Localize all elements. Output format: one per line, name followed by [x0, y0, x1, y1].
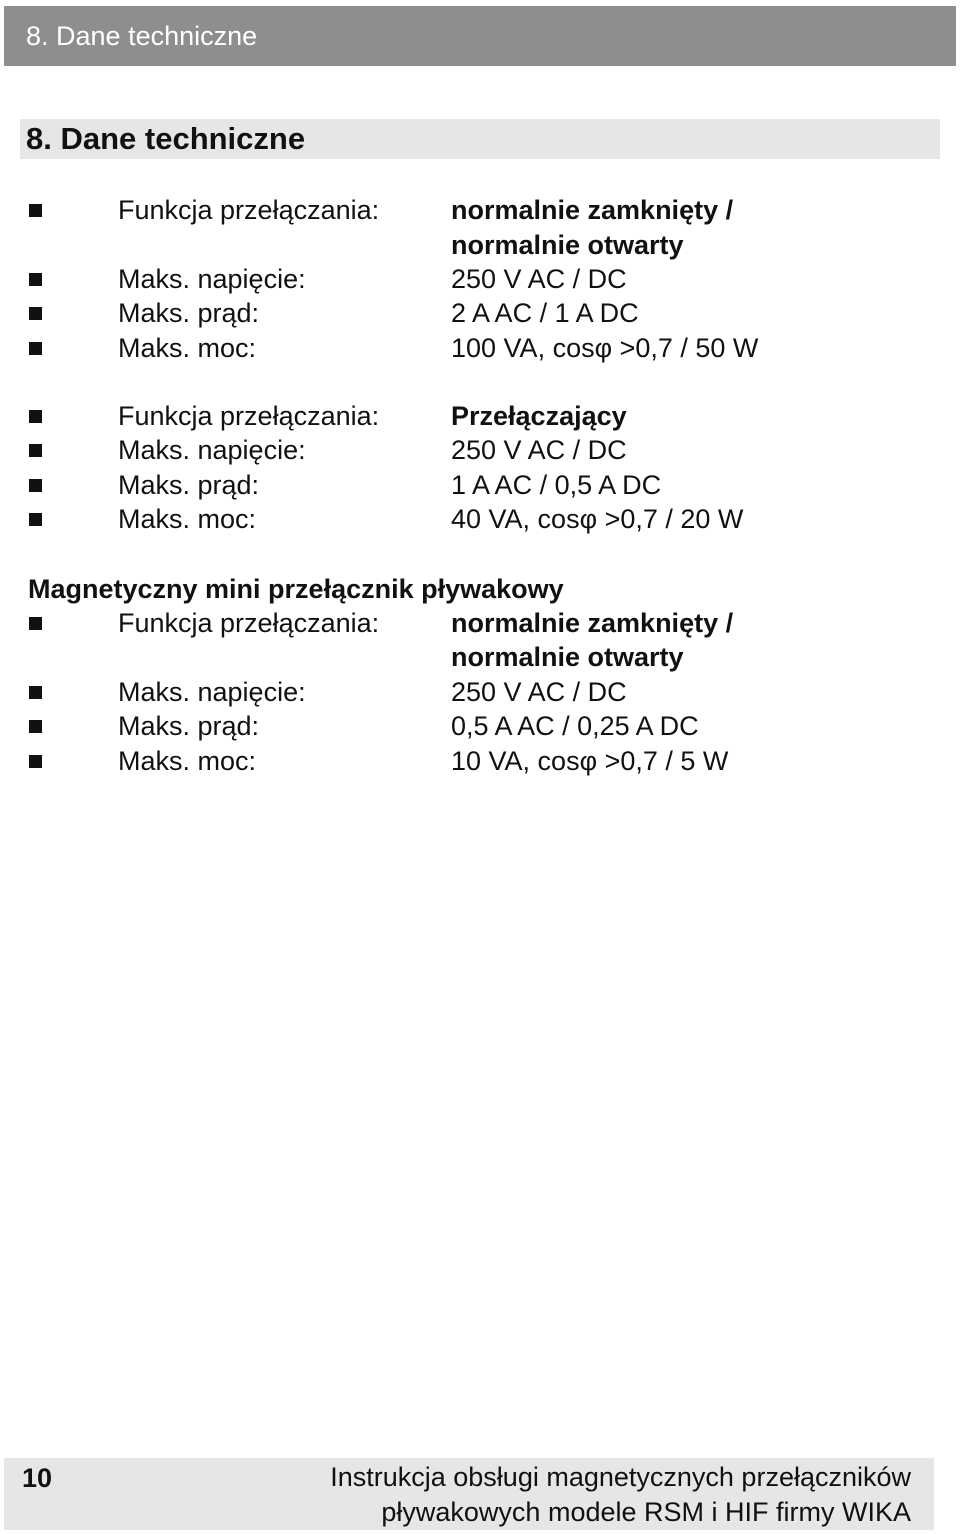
square-bullet-icon: [29, 479, 42, 492]
footer-title-line2: pływakowych modele RSM i HIF firmy WIKA: [381, 1497, 911, 1527]
section-heading: [20, 119, 940, 159]
spec-label: Maks. prąd:: [118, 470, 260, 500]
spec-label: Maks. napięcie:: [118, 264, 306, 294]
spec-value: 100 VA, cosφ >0,7 / 50 W: [451, 333, 759, 363]
spec-value: normalnie otwarty: [451, 642, 684, 672]
spec-value: 2 A AC / 1 A DC: [451, 298, 639, 328]
square-bullet-icon: [29, 342, 42, 355]
spec-value: 40 VA, cosφ >0,7 / 20 W: [451, 504, 744, 534]
spec-label: Maks. napięcie:: [118, 677, 306, 707]
spec-value: normalnie otwarty: [451, 230, 684, 260]
spec-value: 0,5 A AC / 0,25 A DC: [451, 711, 699, 741]
square-bullet-icon: [29, 755, 42, 768]
spec-value: 1 A AC / 0,5 A DC: [451, 470, 662, 500]
square-bullet-icon: [29, 513, 42, 526]
spec-value: 250 V AC / DC: [451, 264, 627, 294]
square-bullet-icon: [29, 617, 42, 630]
spec-label: Funkcja przełączania:: [118, 401, 380, 431]
square-bullet-icon: [29, 410, 42, 423]
spec-label: Maks. moc:: [118, 746, 257, 776]
spec-label: Maks. prąd:: [118, 298, 260, 328]
spec-label: Maks. moc:: [118, 504, 257, 534]
spec-value: normalnie zamknięty /: [451, 608, 734, 638]
square-bullet-icon: [29, 444, 42, 457]
footer-title: [211, 1460, 911, 1530]
spec-label: Funkcja przełączania:: [118, 608, 380, 638]
top-banner: [4, 6, 956, 66]
banner-title: 8. Dane techniczne: [26, 21, 258, 51]
spec-value: 10 VA, cosφ >0,7 / 5 W: [451, 746, 729, 776]
square-bullet-icon: [29, 307, 42, 320]
footer-title-line1: Instrukcja obsługi magnetycznych przełączników: [330, 1462, 911, 1492]
square-bullet-icon: [29, 204, 42, 217]
spec-label: Maks. napięcie:: [118, 435, 306, 465]
section-title: 8. Dane techniczne: [26, 121, 306, 156]
spec-label: Maks. prąd:: [118, 711, 260, 741]
page-number: 10: [22, 1463, 53, 1493]
square-bullet-icon: [29, 720, 42, 733]
spec-value: normalnie zamknięty /: [451, 195, 734, 225]
square-bullet-icon: [29, 686, 42, 699]
spec-value: 250 V AC / DC: [451, 677, 627, 707]
spec-value: 250 V AC / DC: [451, 435, 627, 465]
spec-label: Maks. moc:: [118, 333, 257, 363]
spec-label: Funkcja przełączania:: [118, 195, 380, 225]
group-heading: Magnetyczny mini przełącznik pływakowy: [28, 574, 564, 604]
spec-value: Przełączający: [451, 401, 627, 431]
square-bullet-icon: [29, 273, 42, 286]
